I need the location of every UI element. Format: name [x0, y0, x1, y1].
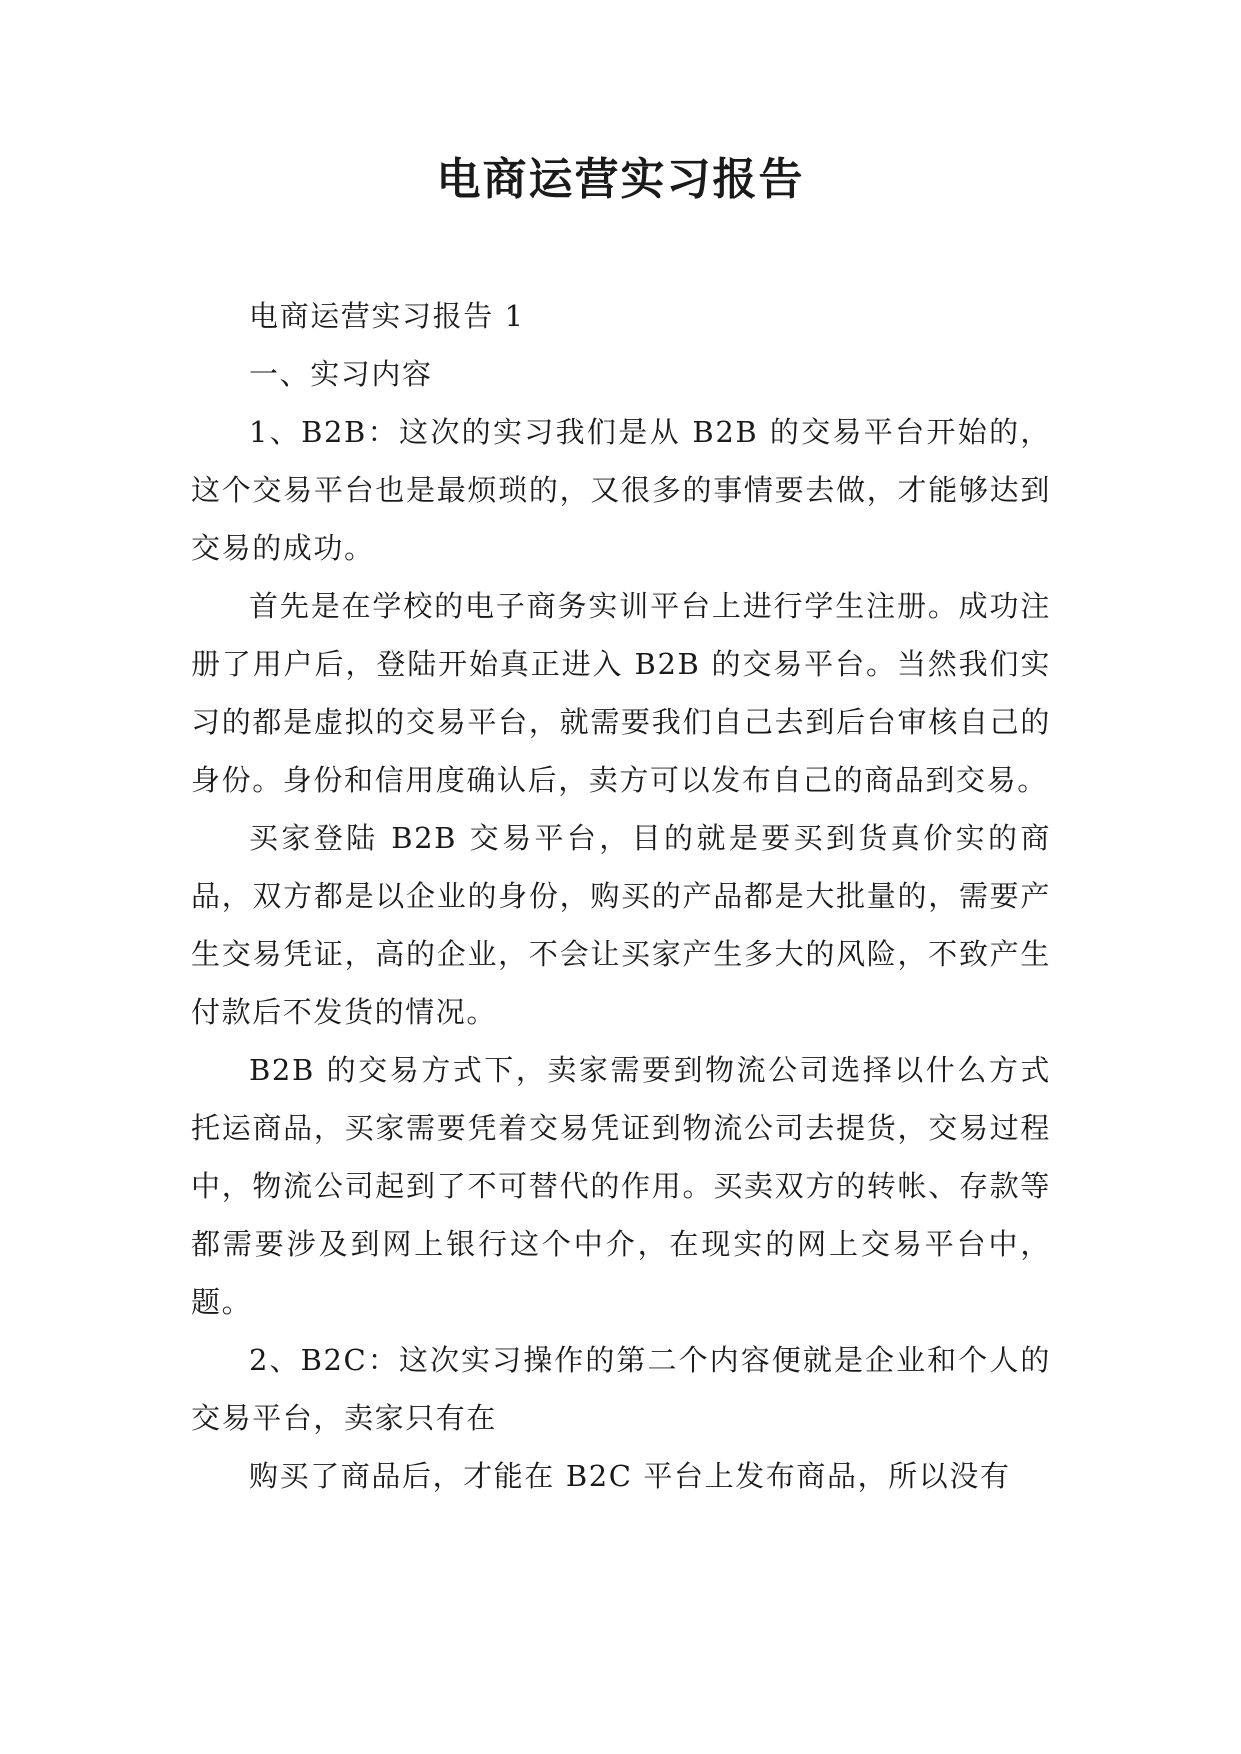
paragraph-report-heading: 电商运营实习报告 1 — [249, 299, 525, 333]
paragraph-logistics: B2B 的交易方式下，卖家需要到物流公司选择以什么方式托运商品，买家需要凭着交易凭证到物流公司去提货，交易过程中，物流公司起到了不可替代的作用。买卖双方的转帐、存款等都需要涉及到网上银行这个中介，在现实的网上交易平台中，题。 — [191, 1053, 1051, 1319]
paragraph-section-heading: 一、实习内容 — [249, 357, 433, 391]
document-title: 电商运营实习报告 — [436, 154, 805, 205]
paragraph-buyer: 买家登陆 B2B 交易平台，目的就是要买到货真价实的商品，双方都是以企业的身份，购买的产品都是大批量的，需要产生交易凭证，高的企业，不会让买家产生多大的风险，不致产生付款后不发货的情况。 — [191, 821, 1051, 1029]
paragraph-b2c-intro: 2、B2C：这次实习操作的第二个内容便就是企业和个人的交易平台，卖家只有在 — [191, 1343, 1051, 1435]
paragraph-registration: 首先是在学校的电子商务实训平台上进行学生注册。成功注册了用户后，登陆开始真正进入 B2B 的交易平台。当然我们实习的都是虚拟的交易平台，就需要我们自己去到后台审核自己的身份。身份和信用度确认后，卖方可以发布自己的商品到交易。 — [191, 589, 1051, 797]
document-body — [191, 287, 1051, 1505]
paragraph-b2c-continued: 购买了商品后，才能在 B2C 平台上发布商品，所以没有 — [249, 1459, 1011, 1493]
paragraph-b2b-intro: 1、B2B：这次的实习我们是从 B2B 的交易平台开始的，这个交易平台也是最烦琐的，又很多的事情要去做，才能够达到交易的成功。 — [191, 415, 1051, 565]
